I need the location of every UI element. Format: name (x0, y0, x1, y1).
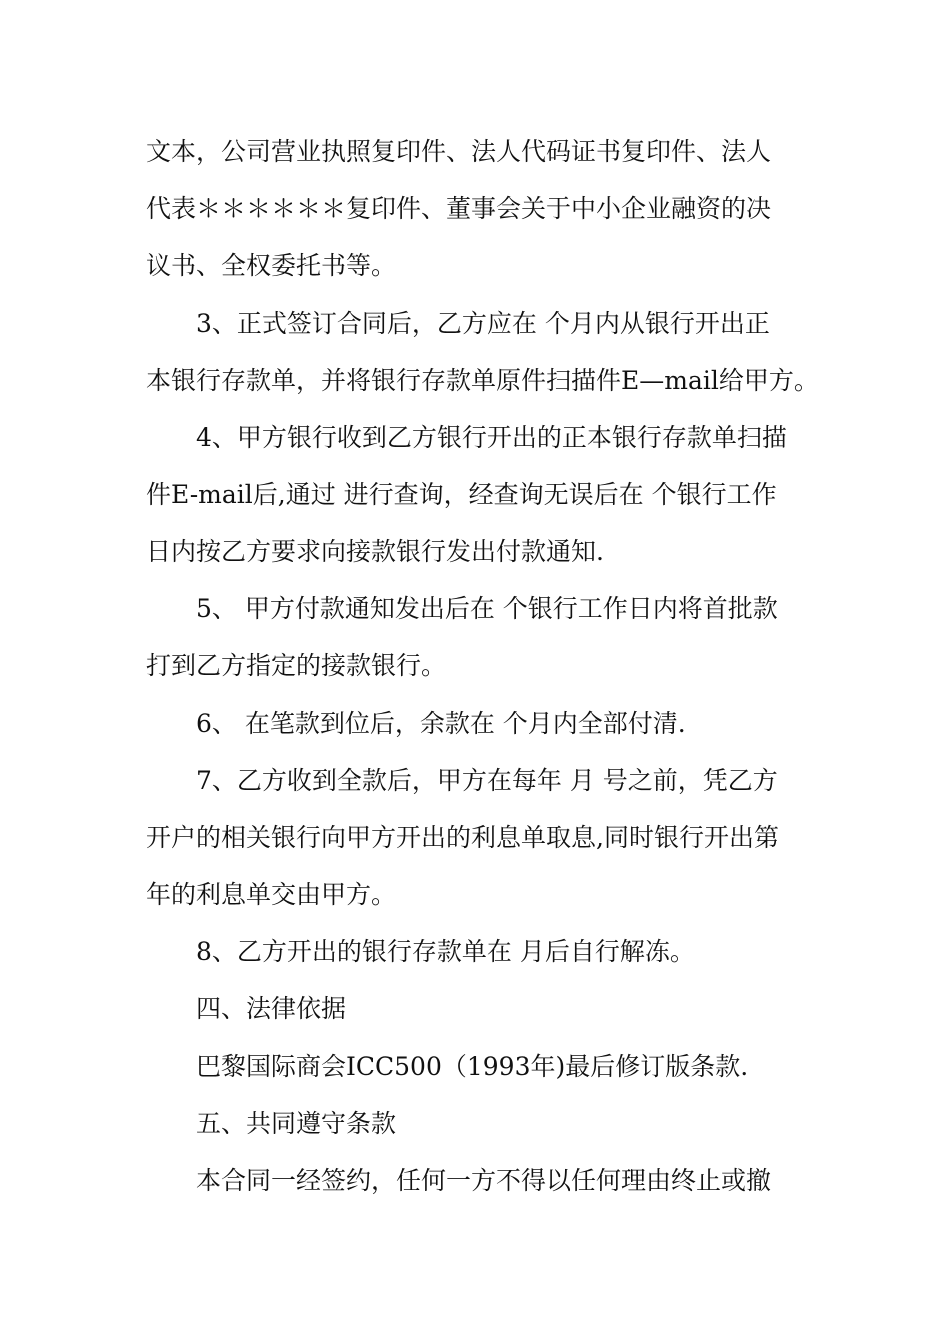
text-line: 代表＊＊＊＊＊＊复印件、董事会关于中小企业融资的决 (146, 194, 772, 223)
text-line: 5、 甲方付款通知发出后在 个银行工作日内将首批款 (196, 594, 778, 623)
text-line: 本银行存款单，并将银行存款单原件扫描件E—mail给甲方。 (146, 366, 819, 395)
text-line: 7、乙方收到全款后，甲方在每年 月 号之前，凭乙方 (196, 766, 778, 795)
text-line: 打到乙方指定的接款银行。 (146, 651, 447, 680)
text-line: 日内按乙方要求向接款银行发出付款通知. (146, 537, 604, 566)
text-line: 文本，公司营业执照复印件、法人代码证书复印件、法人 (146, 137, 772, 166)
section-heading: 五、共同遵守条款 (196, 1109, 397, 1138)
text-line: 件E-mail后,通过 进行查询，经查询无误后在 个银行工作 (146, 480, 777, 509)
text-line: 本合同一经签约，任何一方不得以任何理由终止或撤 (196, 1166, 772, 1195)
text-line: 开户的相关银行向甲方开出的利息单取息,同时银行开出第 (146, 823, 779, 852)
section-heading: 四、法律依据 (196, 994, 347, 1023)
text-line: 6、 在笔款到位后，余款在 个月内全部付清. (196, 709, 686, 738)
text-line: 4、甲方银行收到乙方银行开出的正本银行存款单扫描 (196, 423, 787, 452)
text-line: 年的利息单交由甲方。 (146, 880, 397, 909)
text-line: 3、正式签订合同后，乙方应在 个月内从银行开出正 (196, 309, 770, 338)
text-line: 巴黎国际商会ICC500（1993年)最后修订版条款. (196, 1052, 749, 1081)
text-line: 8、乙方开出的银行存款单在 月后自行解冻。 (196, 937, 695, 966)
text-line: 议书、全权委托书等。 (146, 251, 397, 280)
